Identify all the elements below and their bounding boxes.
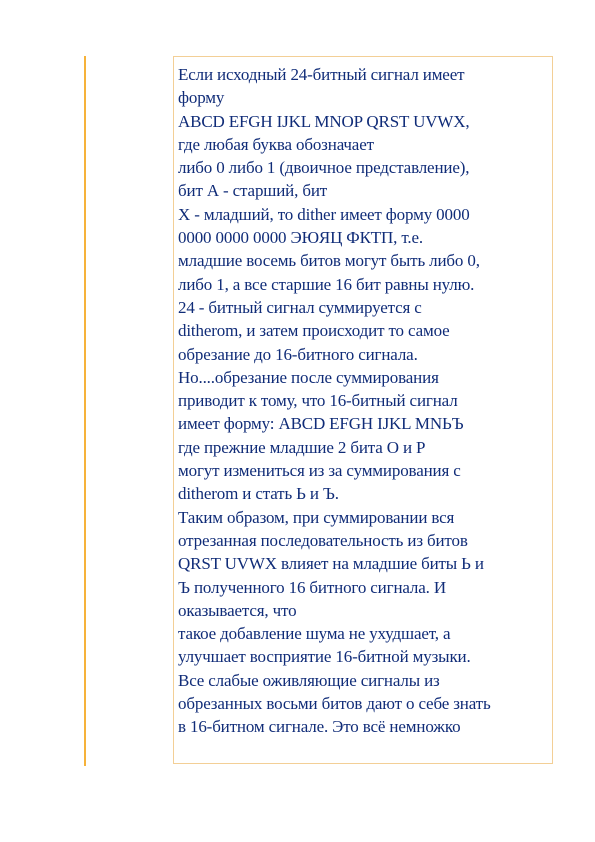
text-line: Все слабые оживляющие сигналы из [178, 670, 440, 690]
text-line: 24 - битный сигнал суммируется с [178, 297, 422, 317]
text-line: Х - младший, то dither имеет форму 0000 [178, 204, 470, 224]
text-line: Ъ полученного 16 битного сигнала. И [178, 577, 446, 597]
text-line: QRST UVWX влияет на младшие биты Ь и [178, 554, 484, 574]
text-line: где любая буква обозначает [178, 134, 374, 154]
text-line: могут измениться из за суммирования с [178, 461, 461, 481]
text-line: обрезанных восьми битов дают о себе знать [178, 694, 491, 714]
text-line: Если исходный 24-битный сигнал имеет [178, 65, 465, 84]
body-text [178, 63, 550, 739]
text-line: младшие восемь битов могут быть либо 0, [178, 251, 480, 271]
text-line: имеет форму: ABCD EFGH IJKL MNЬЪ [178, 414, 464, 434]
text-line: улучшает восприятие 16-битной музыки. [178, 647, 471, 667]
text-line: где прежние младшие 2 бита O и P [178, 437, 426, 457]
text-line: ABCD EFGH IJKL MNOP QRST UVWX, [178, 111, 470, 131]
text-frame [173, 56, 553, 764]
text-line: либо 1, а все старшие 16 бит равны нулю. [178, 274, 475, 294]
text-line: Таким образом, при суммировании вся [178, 507, 455, 527]
text-line: 0000 0000 0000 ЭЮЯЦ ФКТП, т.е. [178, 228, 423, 248]
text-line: обрезание до 16-битного сигнала. [178, 344, 418, 364]
text-line: либо 0 либо 1 (двоичное представление), [178, 158, 470, 178]
text-line: бит А - старший, бит [178, 181, 328, 201]
text-line: оказывается, что [178, 600, 297, 620]
text-line: Но....обрезание после суммирования [178, 367, 439, 387]
margin-rule [84, 56, 86, 766]
text-line: ditherom и стать Ь и Ъ. [178, 484, 339, 504]
text-line: отрезанная последовательность из битов [178, 530, 468, 550]
text-line: форму [178, 88, 225, 108]
text-line: приводит к тому, что 16-битный сигнал [178, 391, 458, 411]
text-line: такое добавление шума не ухудшает, а [178, 624, 451, 644]
text-line: ditherom, и затем происходит то самое [178, 321, 450, 341]
text-line: в 16-битном сигнале. Это всё немножко [178, 717, 461, 737]
